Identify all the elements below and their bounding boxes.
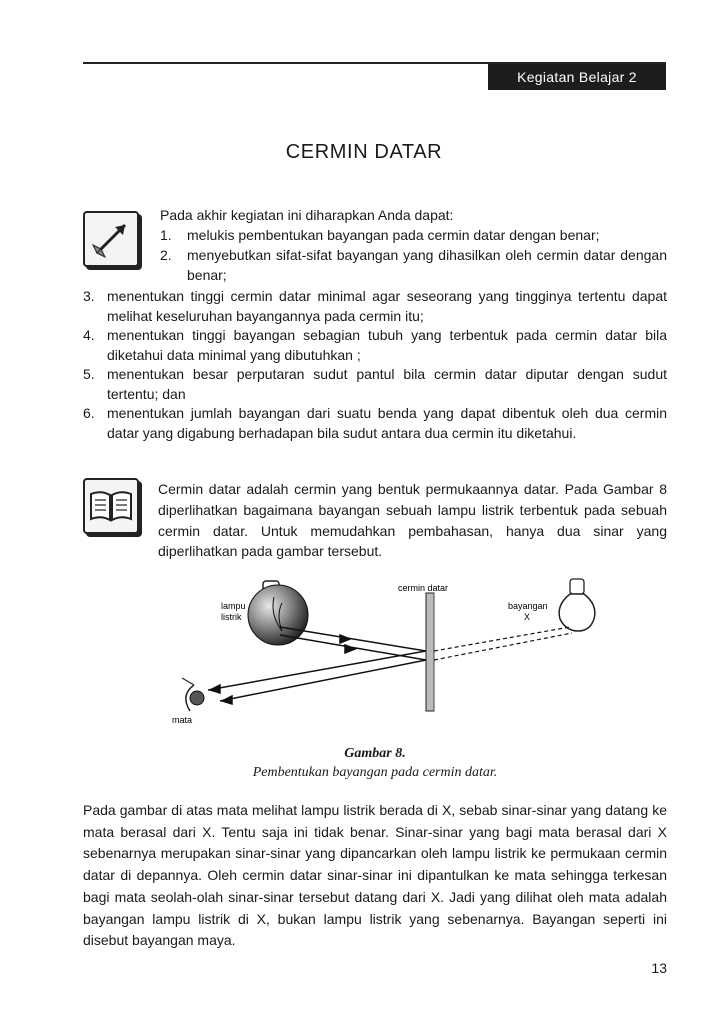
virtual-image-bulb bbox=[559, 579, 595, 631]
objective-number: 5. bbox=[83, 366, 95, 382]
objective-item bbox=[160, 226, 667, 246]
objectives-intro: Pada akhir kegiatan ini diharapkan Anda dapat: bbox=[160, 207, 454, 223]
lamp-label: lampu bbox=[221, 601, 246, 611]
image-label: X bbox=[524, 612, 531, 622]
objective-text: menentukan tinggi bayangan sebagian tubuh yang terbentuk pada cermin datar bila diketahui data minimal yang dibutuhkan ; bbox=[107, 327, 667, 363]
objective-text: menentukan besar perputaran sudut pantul bila cermin datar diputar dengan sudut tertentu; dan bbox=[107, 366, 667, 402]
eye bbox=[182, 678, 204, 711]
section-label: Kegiatan Belajar 2 bbox=[488, 64, 666, 90]
objective-item bbox=[160, 246, 667, 285]
lamp-label: listrik bbox=[221, 612, 242, 622]
objective-number: 1. bbox=[160, 227, 172, 243]
intro-paragraph: Cermin datar adalah cermin yang bentuk permukaannya datar. Pada Gambar 8 diperlihatkan bagaimana bayangan sebuah lampu listrik terbentuk pada sebuah cermin datar. Untuk memudahkan pembahasan, hanya dua sinar yang diperlihatkan pada gambar tersebut. bbox=[158, 481, 667, 560]
objective-text: melukis pembentukan bayangan pada cermin datar dengan benar; bbox=[187, 227, 600, 243]
objective-item bbox=[83, 287, 667, 326]
objective-text: menentukan jumlah bayangan dari suatu benda yang dapat dibentuk oleh dua cermin datar yang digabung berhadapan bila sudut antara dua cermin itu diketahui. bbox=[107, 405, 667, 441]
objective-text: menyebutkan sifat-sifat bayangan yang dihasilkan oleh cermin datar dengan benar; bbox=[187, 247, 667, 283]
page-number: 13 bbox=[651, 960, 667, 976]
open-book-icon bbox=[83, 478, 139, 534]
light-rays bbox=[208, 627, 426, 704]
objective-number: 3. bbox=[83, 288, 95, 304]
figure-caption-title: Gambar 8. bbox=[344, 746, 406, 761]
extended-rays bbox=[434, 627, 572, 660]
eye-label: mata bbox=[172, 715, 193, 725]
objective-item bbox=[83, 365, 667, 404]
figure-caption: Pembentukan bayangan pada cermin datar. bbox=[252, 765, 498, 780]
mirror-label: cermin datar bbox=[398, 583, 449, 593]
lamp-bulb bbox=[248, 581, 308, 645]
objective-item bbox=[83, 404, 667, 443]
objective-number: 4. bbox=[83, 327, 95, 343]
objective-number: 2. bbox=[160, 247, 172, 263]
mirror-diagram bbox=[150, 575, 620, 735]
body-paragraph: Pada gambar di atas mata melihat lampu listrik berada di X, sebab sinar-sinar yang datang ke mata berasal dari X. Tentu saja ini tidak benar. Sinar-sinar yang bagi mata berasal dari X sebenarnya merupakan sinar-sinar yang dipancarkan oleh lampu listrik ke permukaan cermin datar di depannya. Oleh cermin datar sinar-sinar ini dipantulkan ke mata sehingga terkesan bagi mata seolah-olah sinar-sinar tersebut datang dari X. Jadi yang dilihat oleh mata adalah bayangan lampu listrik di X, bukan lampu listrik yang sebenarnya. Bayangan seperti ini disebut bayangan maya. bbox=[83, 802, 667, 949]
objective-number: 6. bbox=[83, 405, 95, 421]
objective-text: menentukan tinggi cermin datar minimal agar seseorang yang tingginya tertentu dapat melihat keseluruhan bayangannya pada cermin itu; bbox=[107, 288, 667, 324]
objective-item bbox=[83, 326, 667, 365]
image-label: bayangan bbox=[508, 601, 548, 611]
page-title: CERMIN DATAR bbox=[285, 141, 443, 163]
arrow-target-icon bbox=[83, 211, 139, 267]
plane-mirror bbox=[426, 593, 434, 711]
